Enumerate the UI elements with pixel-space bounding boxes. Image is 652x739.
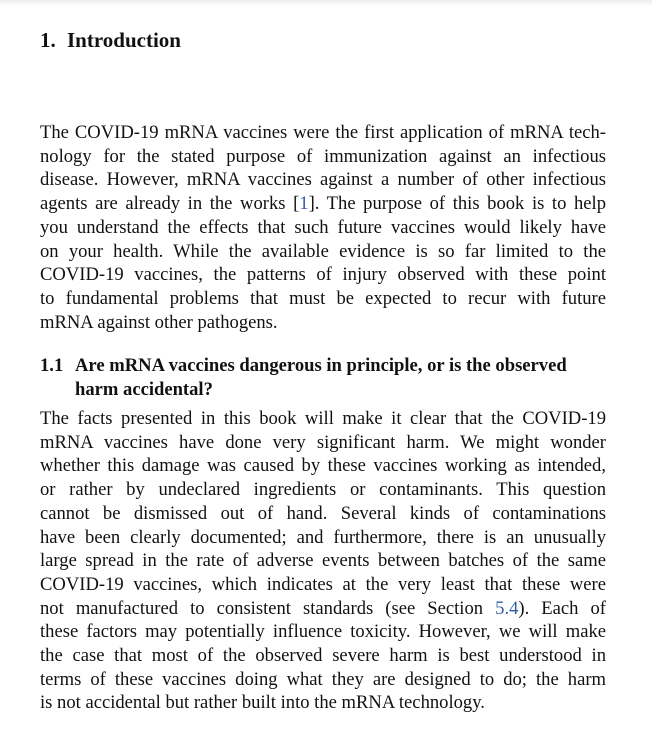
section-paragraph — [40, 407, 606, 715]
text-segment: ). Each of — [518, 597, 606, 619]
text-segment: not manufactured to consistent standards (see Section — [40, 597, 496, 619]
section-number: 1.1 — [40, 355, 64, 376]
text-line: The COVID-19 mRNA vaccines were the first application of mRNA tech- — [40, 122, 606, 143]
chapter-number: 1. — [40, 28, 56, 52]
text-line: The facts presented in this book will make it clear that the COVID-19 — [40, 408, 606, 429]
text-line: or rather by undeclared ingredients or contaminants. This question — [40, 479, 606, 501]
text-line: terms of these vaccines doing what they are designed to do; the harm — [40, 668, 606, 690]
text-line: mRNA against other pathogens. — [40, 311, 278, 333]
text-line: large spread in the rate of adverse events between batches of the same — [40, 550, 606, 572]
section-title-line: harm accidental? — [75, 378, 213, 400]
text-line: disease. However, mRNA vaccines against a number of other infectious — [40, 169, 606, 191]
chapter-title: Introduction — [67, 28, 181, 52]
text-line: whether this damage was caused by these vaccines working as intended, — [40, 455, 606, 477]
text-line — [40, 192, 606, 216]
page-top-shadow — [0, 0, 652, 6]
text-line: the case that most of the observed severe harm is best understood in — [40, 645, 606, 667]
text-line: nology for the stated purpose of immunization against an infectious — [40, 145, 606, 167]
intro-paragraph — [40, 121, 606, 334]
citation-link[interactable]: 1 — [299, 193, 309, 215]
citation-bracket: [ — [293, 193, 300, 215]
text-line: is not accidental but rather built into the mRNA technology. — [40, 692, 485, 714]
text-line: these factors may potentially influence toxicity. However, we will make — [40, 621, 606, 643]
text-line: on your health. While the available evidence is so far limited to the — [40, 240, 606, 262]
chapter-heading — [40, 26, 181, 54]
citation-bracket: ] — [308, 193, 315, 215]
section-heading — [40, 354, 606, 401]
section-reference-link[interactable]: 5.4 — [495, 597, 519, 619]
text-segment: agents are already in the works — [40, 193, 294, 215]
section-title-line: Are mRNA vaccines dangerous in principle, or is the observed — [75, 355, 567, 376]
text-line: have been clearly documented; and furthermore, there is an unusually — [40, 526, 606, 548]
text-line: COVID-19 vaccines, the patterns of injury observed with these point — [40, 264, 606, 286]
text-line: to fundamental problems that must be expected to recur with future — [40, 287, 606, 309]
text-line: COVID-19 vaccines, which indicates at the very least that these were — [40, 573, 606, 595]
text-line: mRNA vaccines have done very significant harm. We might wonder — [40, 431, 606, 453]
text-line: you understand the effects that such future vaccines would likely have — [40, 216, 606, 238]
text-segment: . The purpose of this book is to help — [314, 193, 606, 215]
text-line: cannot be dismissed out of hand. Several kinds of contaminations — [40, 502, 606, 524]
text-line — [40, 597, 606, 621]
